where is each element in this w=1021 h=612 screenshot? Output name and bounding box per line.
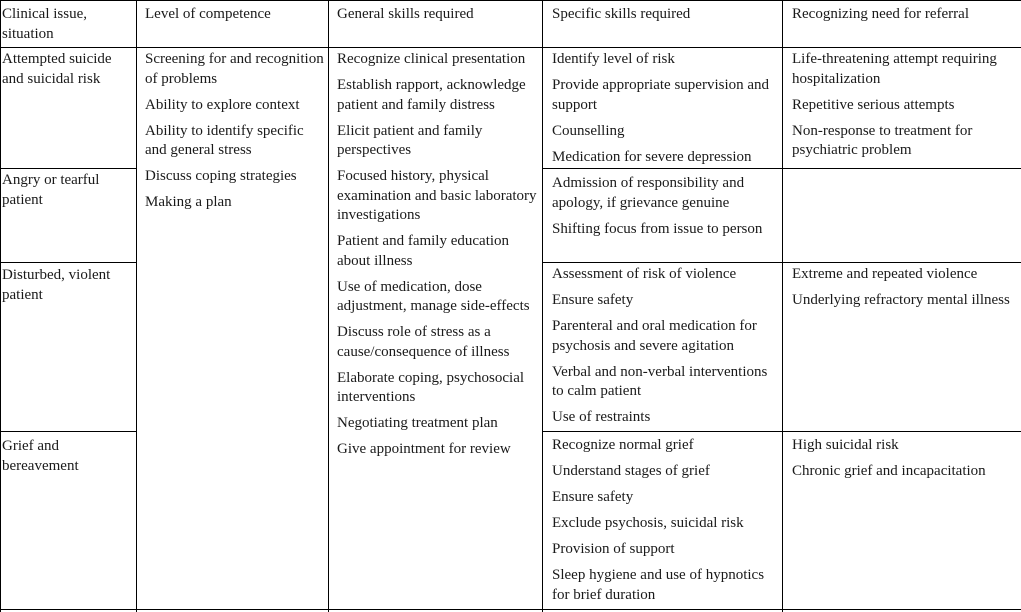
list-item: Recognize normal grief <box>552 437 694 453</box>
list-item: Verbal and non-verbal interventions to calm patient <box>552 363 768 399</box>
competence-cell <box>145 50 325 219</box>
list-item: Parenteral and oral medication for psychosis and severe agitation <box>552 318 757 354</box>
column-divider <box>542 0 543 612</box>
list-item: Screening for and recognition of problems <box>145 51 324 87</box>
list-item: Repetitive serious attempts <box>792 96 955 113</box>
row-divider <box>0 0 1021 1</box>
issue-label: Attempted suicide and suicidal risk <box>2 51 112 87</box>
header-label: Level of competence <box>145 6 271 22</box>
list-item: Admission of responsibility and apology, if grievance genuine <box>552 175 745 211</box>
column-divider <box>782 0 783 612</box>
list-item: Give appointment for review <box>337 441 511 457</box>
list-item: Assessment of risk of violence <box>552 266 737 282</box>
header-label: General skills required <box>337 6 474 22</box>
specific-skills-cell <box>552 174 778 246</box>
header-clinical-issue <box>2 5 132 44</box>
list-item: Sleep hygiene and use of hypnotics for brief duration <box>552 567 765 603</box>
issue-label: Disturbed, violent patient <box>2 267 111 303</box>
specific-skills-cell <box>552 265 778 434</box>
list-item: Ensure safety <box>552 292 634 308</box>
list-item: Exclude psychosis, suicidal risk <box>552 515 744 531</box>
list-item: Elicit patient and family perspectives <box>337 122 483 158</box>
row-divider <box>0 262 136 263</box>
header-general-skills <box>337 5 537 25</box>
list-item: Provide appropriate supervision and support <box>552 77 770 113</box>
list-item: Understand stages of grief <box>552 463 710 479</box>
referral-cell <box>792 436 1020 488</box>
general-skills-cell <box>337 50 537 466</box>
header-level-of-competence <box>145 5 325 25</box>
list-item: Provision of support <box>552 541 675 557</box>
header-divider <box>0 47 1021 48</box>
table-bottom-border <box>0 609 1021 610</box>
list-item: Making a plan <box>145 194 232 210</box>
header-label: Recognizing need for referral <box>792 6 969 22</box>
issue-cell <box>2 266 134 305</box>
list-item: Identify level of risk <box>552 51 675 67</box>
list-item: Recognize clinical presentation <box>337 51 526 67</box>
list-item: Negotiating treatment plan <box>337 415 498 431</box>
list-item: Patient and family education about illness <box>337 233 510 269</box>
list-item: Extreme and repeated violence <box>792 266 978 282</box>
issue-label: Grief and bereavement <box>2 438 79 474</box>
list-item: Ensure safety <box>552 489 634 505</box>
header-specific-skills <box>552 5 777 25</box>
row-divider <box>0 168 136 169</box>
list-item: Establish rapport, acknowledge patient and family distress <box>337 77 526 113</box>
list-item: Use of restraints <box>552 409 651 425</box>
list-item: Shifting focus from issue to person <box>552 220 763 237</box>
row-divider <box>542 262 1021 263</box>
header-referral <box>792 5 1020 25</box>
list-item: High suicidal risk <box>792 437 899 453</box>
header-label: Specific skills required <box>552 6 691 22</box>
column-divider <box>328 0 329 612</box>
list-item: Counselling <box>552 122 625 139</box>
list-item: Focused history, physical examination and basic laboratory investigations <box>337 168 537 223</box>
list-item: Elaborate coping, psychosocial interventions <box>337 369 525 405</box>
list-item: Chronic grief and incapacitation <box>792 463 986 479</box>
header-label: Clinical issue, situation <box>2 6 87 42</box>
list-item: Medication for severe depression <box>552 148 752 165</box>
list-item: Ability to identify specific and general stress <box>145 122 304 158</box>
list-item: Non-response to treatment for psychiatric problem <box>792 122 973 158</box>
specific-skills-cell <box>552 436 778 612</box>
column-divider <box>0 0 1 612</box>
list-item: Use of medication, dose adjustment, manage side-effects <box>337 278 530 314</box>
specific-skills-cell <box>552 50 778 174</box>
column-divider <box>136 0 137 612</box>
list-item: Underlying refractory mental illness <box>792 292 1010 308</box>
list-item: Life-threatening attempt requiring hospitalization <box>792 51 997 87</box>
row-divider <box>0 431 136 432</box>
issue-cell <box>2 171 134 210</box>
list-item: Discuss role of stress as a cause/consequence of illness <box>337 324 510 360</box>
referral-cell <box>792 265 1020 317</box>
list-item: Discuss coping strategies <box>145 168 297 184</box>
referral-cell <box>792 50 1020 167</box>
list-item: Ability to explore context <box>145 96 300 113</box>
issue-cell <box>2 437 134 476</box>
issue-cell <box>2 50 134 89</box>
issue-label: Angry or tearful patient <box>2 172 100 208</box>
